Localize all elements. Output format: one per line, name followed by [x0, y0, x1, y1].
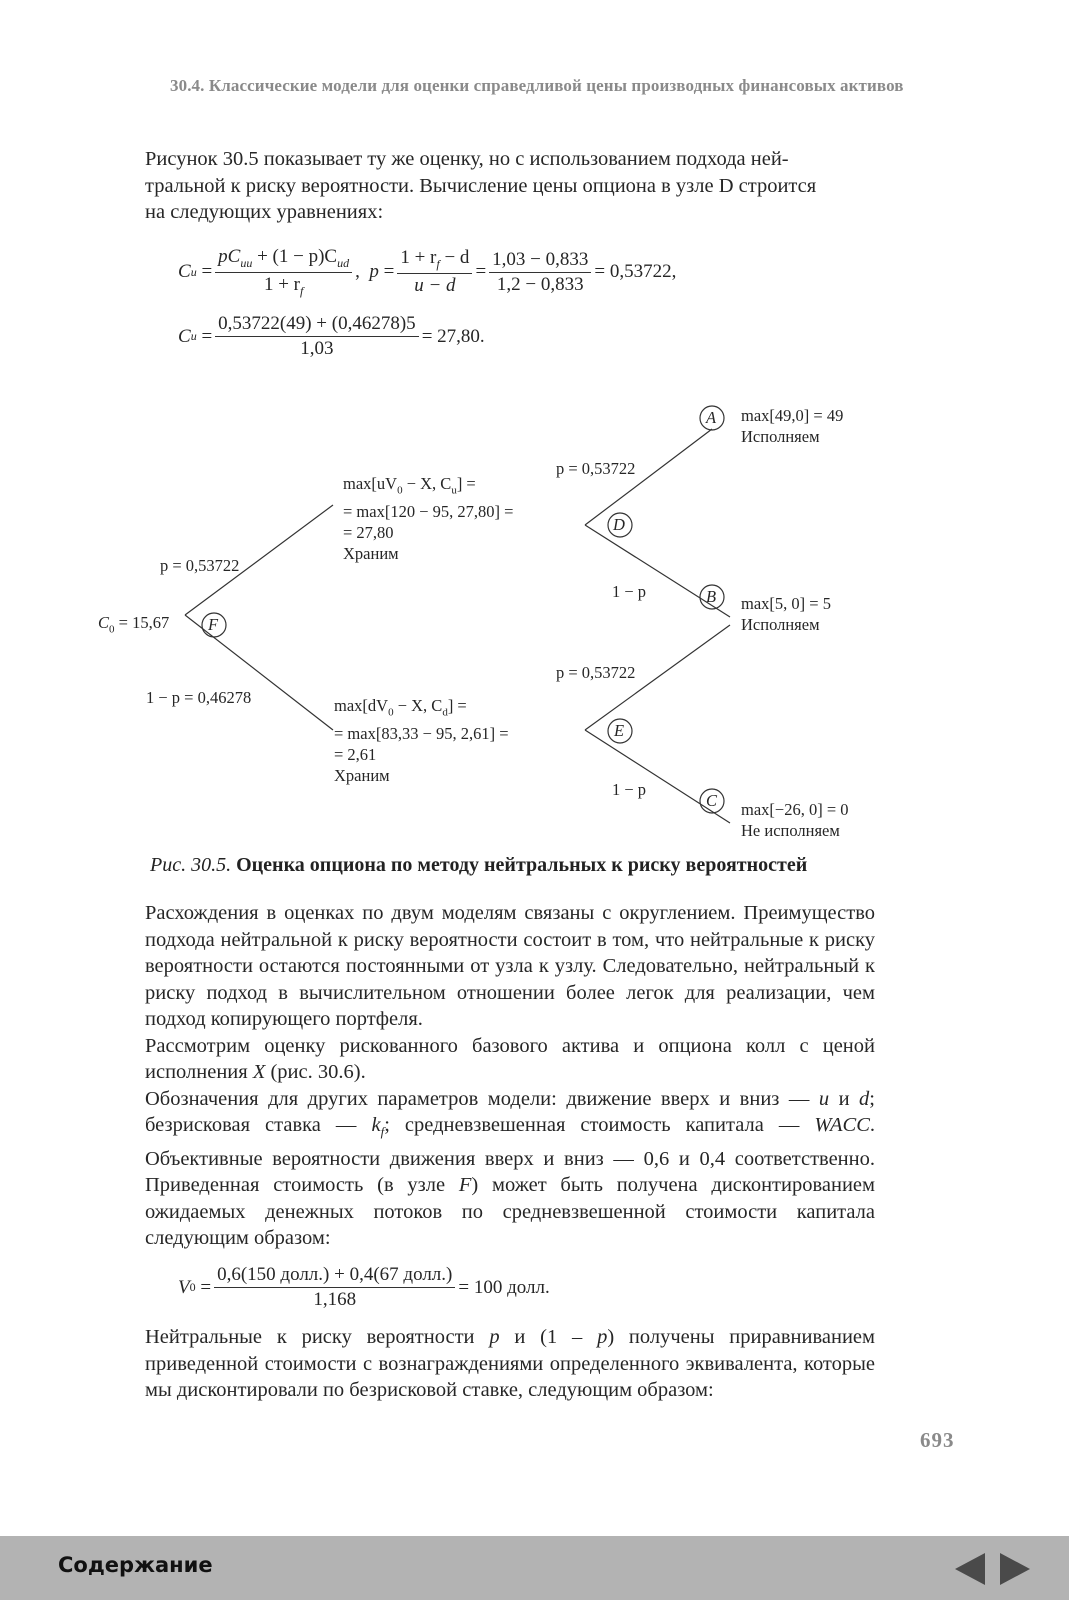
node-b-text: max[5, 0] = 5 Исполняем: [741, 594, 831, 634]
node-b-label: B: [706, 587, 717, 606]
d-down-probability: 1 − p: [612, 582, 647, 601]
paragraph-4: Нейтральные к риску вероятности p и (1 – p) получены приравниванием приведенной стоимости с вознаграждениями определенного эквивалента, которые мы дисконтировали по безрисковой ставке, следующим образом:: [145, 1326, 875, 1401]
v0-fraction: $\frac{\text{0,6(150 долл.) + 0,4(67 долл.)}}{1,168}$: [214, 1264, 455, 1311]
footer-bar: [0, 1536, 1069, 1600]
intro-paragraph: [145, 146, 875, 226]
cu-fraction: $\frac{pC_{uu} + (1 - p)C_{ud}}{1 + r_f}$: [215, 246, 352, 299]
f-down-probability: 1 − p = 0,46278: [146, 688, 252, 707]
f-up-probability: p = 0,53722: [160, 556, 240, 575]
node-e-text: $\max[dV_0 - X$, $C_d$] = = max[83,33 − 95, 2,61] = = 2,61 Храним: [334, 696, 509, 786]
e-up-probability: p = 0,53722: [556, 663, 636, 682]
node-a-text: max[49,0] = 49 Исполняем: [741, 406, 844, 446]
binomial-tree-diagram: [0, 395, 1069, 855]
contents-link[interactable]: Содержание: [58, 1553, 213, 1577]
paragraph-3: Обозначения для других параметров модели: движение вверх и вниз — u и d; безрисковая ставка — $k_f$; средневзвешенная стоимость капитала — WACC. Объективные вероятности движения вверх и вниз — 0,6 и 0,4 соответственно. Приведенная стоимость (в узле F) может быть получена дисконтированием ожидаемых денежных потоков по средневзвешенной стоимости капитала следующим образом:: [145, 1087, 876, 1250]
equation-cu-numeric: C u = $\frac{0,53722(49) + (0,46278)5}{1,03}$ = 27,80.: [178, 313, 485, 359]
intro-line-3: на следующих уравнениях:: [145, 201, 384, 223]
body-text: [145, 900, 875, 1252]
node-a-label: A: [706, 408, 717, 427]
figure-number: Рис. 30.5.: [150, 854, 232, 876]
p-numeric-fraction: $\frac{1,03 - 0,833}{1,2 - 0,833}$: [489, 249, 591, 296]
closing-paragraph: [145, 1324, 875, 1404]
node-c-label: C: [706, 791, 718, 810]
figure-caption: [150, 854, 930, 877]
previous-page-arrow-icon[interactable]: [955, 1553, 985, 1585]
node-c-text: max[−26, 0] = 0 Не исполняем: [741, 800, 849, 840]
paragraph-2: Рассмотрим оценку рискованного базового актива и опциона колл с ценой исполнения X (рис. 30.6).: [145, 1034, 875, 1083]
equation-v0: V 0 = $\frac{\text{0,6(150 долл.) + 0,4(67 долл.)}}{1,168}$ = 100 долл.: [178, 1264, 550, 1310]
e-down-probability: 1 − p: [612, 780, 647, 799]
intro-line-2: тральной к риску вероятности. Вычисление цены опциона в узле D строится: [145, 174, 817, 197]
equation-cu-p: C u = $\frac{pC_{uu} + (1 - p)C_{ud}}{1 + r_f}$ , p = $\frac{1 + r_f - d}{u - d}$ = $\frac{1,03 - 0,833}{1,2 - 0,833}$ = 0,53722,: [178, 246, 677, 298]
p-fraction: $\frac{1 + r_f - d}{u - d}$: [397, 247, 472, 297]
next-page-arrow-icon[interactable]: [1000, 1553, 1030, 1585]
running-head: 30.4. Классические модели для оценки справедливой цены производных финансовых активов: [170, 76, 904, 95]
d-up-probability: p = 0,53722: [556, 459, 636, 478]
intro-line-1: Рисунок 30.5 показывает ту же оценку, но с использованием подхода ней-: [145, 148, 789, 170]
paragraph-1: Расхождения в оценках по двум моделям связаны с округлением. Преимущество подхода нейтральной к риску вероятности состоит в том, что нейтральные к риску вероятности остаются постоянными от узла к узлу. Следовательно, нейтральный к риску подход в вычислительном отношении более легок для реализации, чем подход копирующего портфеля.: [145, 902, 875, 1030]
cu-numeric-fraction: $\frac{0,53722(49) + (0,46278)5}{1,03}$: [215, 313, 419, 360]
c0-value: $C_0 = 15,67$: [98, 613, 170, 636]
node-d-text: $\max[uV_0 - X$, $C_u$] = = max[120 − 95, 27,80] = = 27,80 Храним: [343, 474, 514, 564]
page-number: 693: [920, 1428, 955, 1452]
node-f-label: F: [208, 615, 219, 634]
node-d-label: D: [613, 515, 625, 534]
node-e-label: E: [614, 721, 625, 740]
figure-title: Оценка опциона по методу нейтральных к риску вероятностей: [231, 854, 808, 876]
